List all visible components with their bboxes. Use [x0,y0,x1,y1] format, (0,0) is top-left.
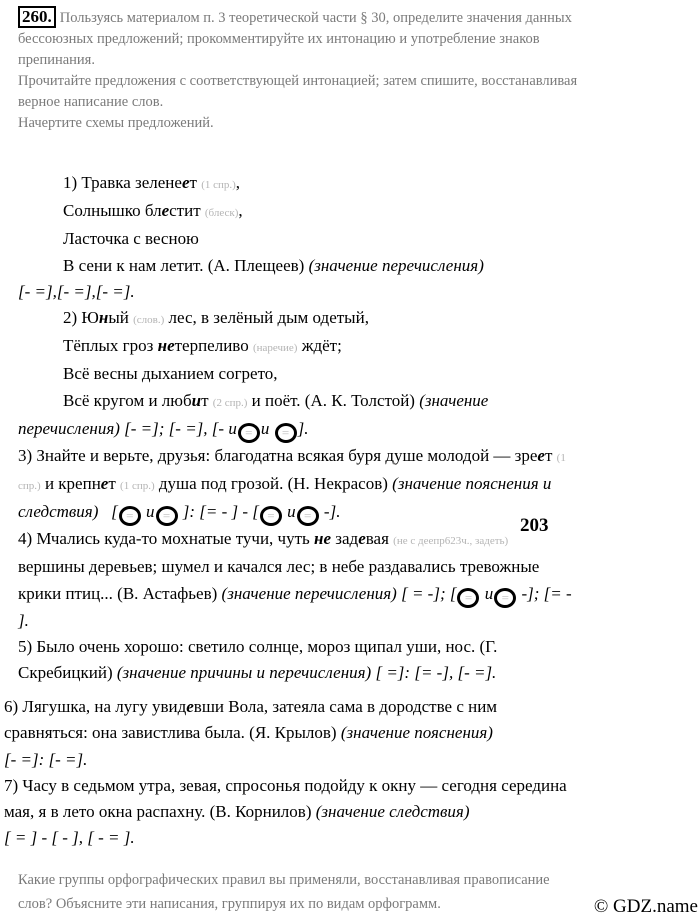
answer-line [4,799,690,825]
answer-line [18,581,690,608]
task-line [18,6,698,29]
task-line: верное написание слов. [18,94,164,110]
meaning-label: (значение пояснения) [340,723,493,743]
task-line: бессоюзных предложений; прокомментируйте их интонацию и употребление знаков [18,31,540,47]
answer-line: вершины деревьев; шумел и качался лес; в небе раздавались тревожные [18,557,540,577]
meaning-label: (значение причины и перечисления) [116,663,372,683]
conjunction: и [260,418,270,438]
text: , [238,201,243,221]
predicate-circle: = [275,423,297,443]
grammar-note: (наречие) [252,342,298,355]
text: т [201,390,209,410]
text: 4) Мчались куда-то мохнатые тучи, чуть [18,529,315,549]
scheme-part: -]; [= - [521,583,572,603]
meaning-label: (значение пояснения и [392,474,552,494]
grammar-note: спр.) [18,480,41,493]
highlighted-letter: е [358,529,366,549]
text: Скребицкий) [18,663,117,683]
text: , [235,173,241,192]
answer-line [18,526,690,554]
sentence-scheme [18,499,690,526]
answers [4,170,690,851]
answer-line [18,471,690,499]
text: крики птиц... (В. Астафьев) [18,583,222,603]
text: мая, я в лето окна распахну. (В. Корнилов) [4,802,316,822]
text: Солнышко бл [63,201,162,221]
text: вая [365,529,389,549]
footer-line: слов? Объясните эти написания, группируя их по видам орфограмм. [18,896,441,912]
spacer [18,686,690,694]
answer-line [18,333,690,361]
scheme-part: ]: [= - ] - [ [182,502,259,522]
task-line: препинания. [18,52,95,68]
predicate-circle: = [494,588,516,608]
answer-line [18,198,690,226]
task-statement [18,6,698,134]
text: ждёт; [297,336,342,356]
conjunction: и [287,502,296,522]
grammar-note: (блеск) [204,207,239,220]
answer-line [18,443,690,471]
answer-line [4,720,690,746]
sentence-scheme: [- =]: [- =]. [4,749,88,769]
predicate-circle: = [297,506,319,526]
scheme-part: [ = -]; [ [396,583,457,603]
predicate-circle: = [457,588,479,608]
meaning-label: следствия) [18,502,99,522]
meaning-label: (значение перечисления) [221,583,397,603]
text: лес, в зелёный дым одетый, [164,308,369,328]
predicate-circle: = [260,506,282,526]
answer-line [18,660,690,686]
highlighted-letter: не [157,336,175,356]
answer-line [18,388,690,416]
sentence-scheme [18,416,690,443]
text: т [108,474,116,494]
answer-line [18,253,690,279]
text: терпеливо [174,336,249,356]
grammar-note: (2 спр.) [212,396,248,409]
highlighted-letter: е [537,445,545,465]
answer-line [4,694,690,720]
text: т [189,173,197,192]
grammar-note: (1 [556,451,566,464]
task-number: 260. [18,6,56,28]
text: 2) Ю [63,308,99,328]
meaning-label: (значение [419,390,489,410]
answer-line: Ласточка с весною [63,229,199,249]
sentence-scheme: [ = ] - [ - ], [ - = ]. [4,828,135,848]
grammar-note: (1 спр.) [201,179,236,191]
task-text: Пользуясь материалом п. 3 теоретической части § 30, определите значения данных [59,10,572,26]
highlighted-letter: е [181,173,190,192]
conjunction: и [146,502,155,522]
grammar-note: (слов.) [133,314,165,327]
task-line: Прочитайте предложения с соответствующей интонацией; затем спишите, восстанавливая [18,73,578,89]
sentence-scheme: ]. [18,610,29,630]
highlighted-letter: е [161,201,170,221]
highlighted-letter: е [100,474,109,494]
meaning-label: (значение следствия) [315,802,470,822]
text: Тёплых гроз [63,336,158,356]
text: 1) Травка зелене [63,173,182,192]
text: т [544,445,553,465]
predicate-circle: = [119,506,141,526]
sentence-scheme: [ =]: [= -], [- =]. [371,663,497,683]
sentence-scheme: [- =],[- =],[- =]. [18,281,135,301]
scheme-part: ]. [297,418,309,438]
text: стит [169,201,201,221]
text: сравняться: она завистлива была. (Я. Крылов) [4,723,341,743]
highlighted-letter: и [191,390,202,410]
meaning-label: перечисления) [18,418,120,438]
text: Всё кругом и люб [63,390,192,410]
highlighted-letter: е [186,697,194,717]
text: и крепн [40,474,101,494]
text: зад [331,529,359,549]
answer-line: Всё весны дыханием согрето, [63,364,278,384]
predicate-circle: = [238,423,260,443]
answer-line: 5) Было очень хорошо: светило солнце, мороз щипал уши, нос. (Г. [18,636,498,656]
text: 3) Знайте и верьте, друзья: благодатна всякая буря душе молодой — зре [18,445,538,465]
text: вши Вола, затеяла сама в дородстве с ним [193,697,498,717]
grammar-note: (1 спр.) [120,480,155,493]
task-line: Начертите схемы предложений. [18,115,214,131]
highlighted-particle: не [314,529,332,549]
grammar-note: (не с деепр623ч., задеть) [393,535,509,548]
conjunction: и [484,583,494,603]
scheme-part: [ [111,502,118,522]
text: и поёт. (А. К. Толстой) [247,390,420,410]
page-number: 203 [520,515,549,536]
copyright-watermark: © GDZ.name [593,896,698,917]
text: 6) Лягушка, на лугу увид [4,697,187,717]
answer-line: 7) Часу в седьмом утра, зевая, спросонья подойду к окну — сегодня середина [4,775,567,795]
predicate-circle: = [156,506,178,526]
meaning-label: (значение перечисления) [308,255,484,275]
text: душа под грозой. (Н. Некрасов) [154,474,393,494]
highlighted-letter: н [98,308,109,328]
scheme-part: [- =]; [- =], [- и [119,418,237,438]
answer-line [18,305,690,333]
text: В сени к нам летит. (А. Плещеев) [63,255,309,275]
text: ый [108,308,129,328]
footer-line: Какие группы орфографических правил вы применяли, восстанавливая правописание [18,872,550,888]
scheme-part: -]. [323,502,341,522]
answer-line [18,170,690,198]
